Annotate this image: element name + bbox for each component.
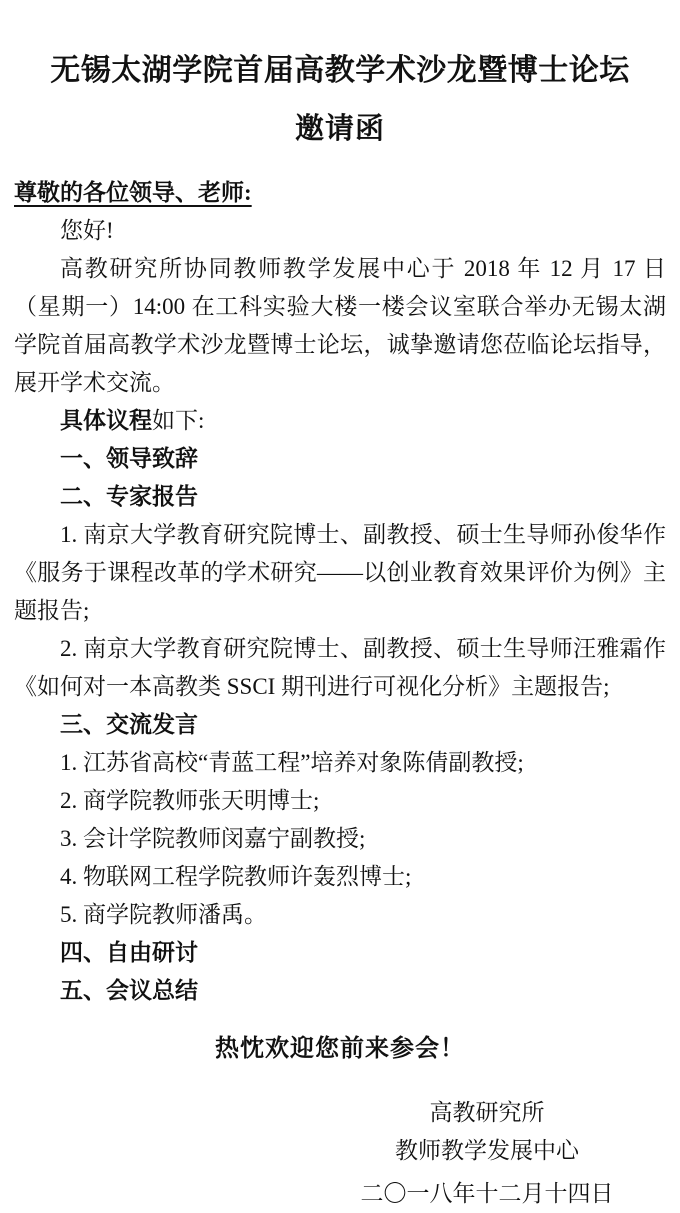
document-subtitle: 邀请函	[294, 113, 385, 145]
signature-block	[326, 1094, 648, 1213]
intro-paragraph: 高教研究所协同教师教学发展中心于 2018 年 12 月 17 日（星期一）14:00 在工科实验大楼一楼会议室联合举办无锡太湖学院首届高教学术沙龙暨博士论坛，诚挚邀请您莅临论坛指导，展开学术交流。	[14, 256, 666, 395]
agenda-section-3-item-5: 5. 商学院教师潘禹。	[60, 902, 267, 927]
agenda-section-3-item-4: 4. 物联网工程学院教师许轰烈博士;	[60, 864, 412, 889]
agenda-lead-rest: 如下:	[152, 408, 205, 433]
agenda-section-3-item-2: 2. 商学院教师张天明博士;	[60, 788, 320, 813]
document-title: 无锡太湖学院首届高教学术沙龙暨博士论坛	[50, 54, 630, 87]
agenda-section-3-item-1: 1. 江苏省高校“青蓝工程”培养对象陈倩副教授;	[60, 750, 524, 775]
signature-date: 二〇一八年十二月十四日	[360, 1181, 614, 1206]
agenda-section-2-heading: 二、专家报告	[60, 484, 198, 509]
agenda-section-4-heading: 四、自由研讨	[60, 940, 198, 965]
agenda-section-5-heading: 五、会议总结	[60, 978, 198, 1003]
salutation: 尊敬的各位领导、老师:	[14, 180, 252, 205]
signature-org-2: 教师教学发展中心	[395, 1138, 579, 1163]
agenda-section-2-item-2: 2. 南京大学教育研究院博士、副教授、硕士生导师汪雅霜作《如何对一本高教类 SSCI 期刊进行可视化分析》主题报告;	[14, 636, 666, 699]
agenda-section-3-heading: 三、交流发言	[60, 712, 198, 737]
agenda-section-3-item-3: 3. 会计学院教师闵嘉宁副教授;	[60, 826, 366, 851]
agenda-section-1-heading: 一、领导致辞	[60, 446, 198, 471]
agenda-lead-bold: 具体议程	[60, 408, 152, 433]
greeting: 您好!	[60, 218, 114, 243]
agenda-section-2-item-1: 1. 南京大学教育研究院博士、副教授、硕士生导师孙俊华作《服务于课程改革的学术研究——以创业教育效果评价为例》主题报告;	[14, 522, 666, 623]
closing-welcome-line: 热忱欢迎您前来参会！	[215, 1036, 465, 1062]
signature-org-1: 高教研究所	[429, 1100, 545, 1125]
salutation-line	[14, 174, 666, 212]
agenda-lead	[14, 402, 666, 440]
